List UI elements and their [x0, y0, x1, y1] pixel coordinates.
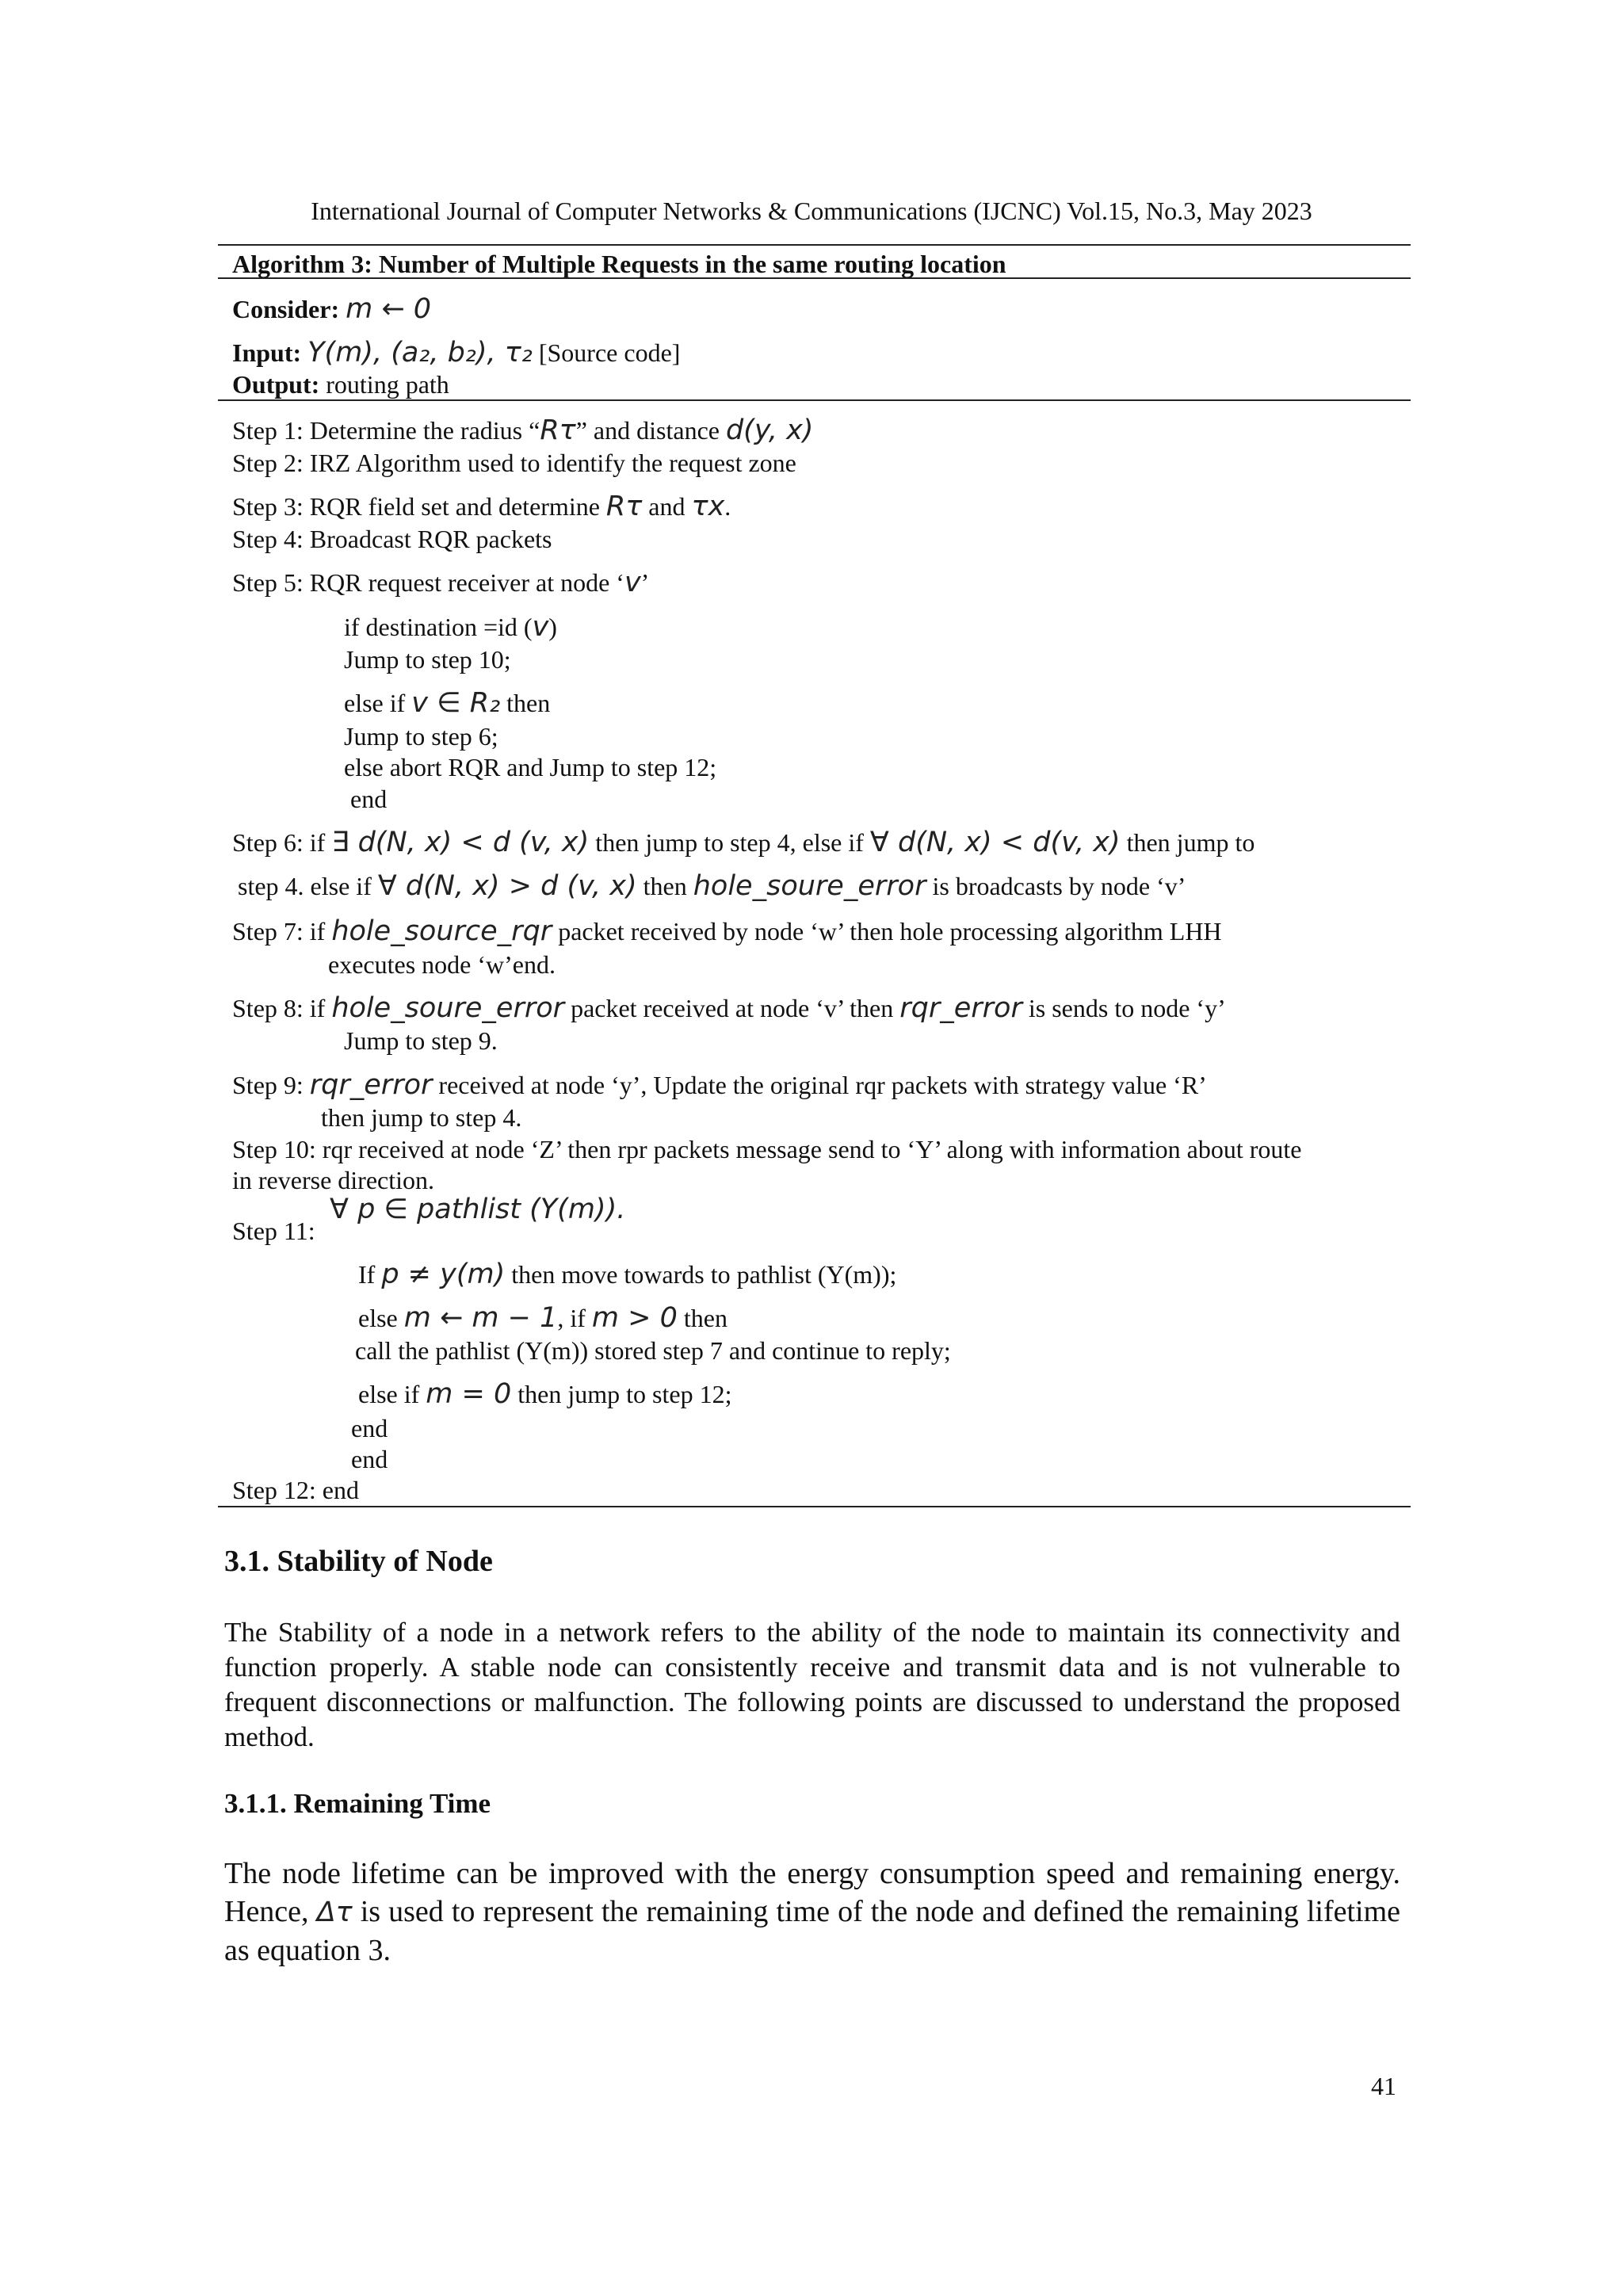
- remaining-time-text-b: is used to represent the remaining time of the node and defined the remaining lifetime as equation 3.: [224, 1895, 1401, 1967]
- output-label: Output:: [232, 370, 320, 399]
- consider-label: Consider:: [232, 295, 340, 323]
- step-6-text-c: then jump to: [1126, 828, 1255, 857]
- step-7-text-b: packet received by node ‘w’ then hole processing algorithm LHH: [558, 917, 1222, 946]
- input-line: [232, 338, 680, 367]
- step-11-else-text-b: , if: [557, 1304, 586, 1332]
- step-11-end-1: end: [351, 1414, 388, 1442]
- step-11-else-if-math: m = 0: [426, 1378, 512, 1410]
- delta-tau-math: Δτ: [316, 1897, 353, 1928]
- step-7: [232, 917, 1222, 946]
- step-9-cont: then jump to step 4.: [321, 1103, 522, 1132]
- step-1-math-d: d(y, x): [725, 415, 814, 446]
- algorithm-top-rule: [218, 244, 1411, 246]
- step-6-math-3: ∀ d(N, x) > d (v, x): [377, 870, 637, 902]
- step-1: [232, 416, 813, 445]
- step-5-jump-6: Jump to step 6;: [344, 722, 498, 751]
- step-11-math: ∀ p ∈ pathlist (Y(m)).: [330, 1194, 626, 1225]
- step-11-else-if: [358, 1380, 731, 1408]
- step-9-math: rqr_error: [309, 1069, 433, 1101]
- step-5-else-if-text-a: else if: [344, 689, 406, 717]
- step-6-text-b: then jump to step 4, else if: [595, 828, 864, 857]
- step-5-jump-10: Jump to step 10;: [344, 645, 511, 674]
- step-11-else: [358, 1304, 727, 1332]
- section-3-1-1-paragraph: [224, 1855, 1400, 1969]
- step-11-else-text-a: else: [358, 1304, 398, 1332]
- step-11: Step 11:: [232, 1217, 315, 1245]
- step-4: Step 4: Broadcast RQR packets: [232, 525, 552, 553]
- step-5-else-if: [344, 689, 550, 717]
- step-5-text-a: Step 5: RQR request receiver at node ‘: [232, 568, 624, 597]
- step-11-if: [358, 1260, 896, 1289]
- step-1-text-a: Step 1: Determine the radius “: [232, 416, 540, 445]
- step-6-math-2: ∀ d(N, x) < d(v, x): [869, 827, 1121, 858]
- step-5: [232, 568, 649, 597]
- step-5-if-text-b: ): [548, 613, 557, 641]
- consider-line: [232, 295, 431, 323]
- step-11-end-2: end: [351, 1445, 388, 1473]
- step-1-text-b: ” and distance: [575, 416, 720, 445]
- step-5-if: [344, 613, 557, 641]
- step-11-if-text-b: then move towards to pathlist (Y(m));: [511, 1260, 897, 1289]
- step-5-if-text-a: if destination =id (: [344, 613, 533, 641]
- step-3-math-r: Rτ: [605, 491, 643, 522]
- step-8-text-b: packet received at node ‘v’ then: [571, 994, 894, 1022]
- step-5-else-if-text-b: then: [506, 689, 551, 717]
- section-3-1-heading: 3.1. Stability of Node: [224, 1545, 493, 1578]
- step-9: [232, 1071, 1207, 1099]
- step-8-math-2: rqr_error: [899, 992, 1022, 1024]
- step-3: [232, 492, 731, 521]
- output-text: routing path: [326, 370, 449, 399]
- step-7-cont: executes node ‘w’end.: [328, 950, 556, 979]
- step-1-math-r: Rτ: [540, 415, 576, 446]
- step-6-math-4: hole_soure_error: [693, 870, 926, 902]
- step-9-text-b: received at node ‘y’, Update the original rqr packets with strategy value ‘R’: [438, 1071, 1207, 1099]
- section-3-1-1-heading: 3.1.1. Remaining Time: [224, 1788, 491, 1819]
- section-3-1-paragraph: The Stability of a node in a network refers to the ability of the node to maintain its connectivity and function properly. A stable node can consistently receive and transmit data and is not vulnerable to frequent disconnections or malfunction. The following points are discussed to understand the proposed method.: [224, 1617, 1400, 1752]
- step-5-if-math-v: v: [532, 611, 549, 643]
- journal-header: International Journal of Computer Networks & Communications (IJCNC) Vol.15, No.3, May 2023: [311, 197, 1312, 225]
- step-6: [232, 828, 1254, 857]
- step-5-else-if-math: v ∈ R₂: [411, 687, 501, 719]
- step-6-text-f: is broadcasts by node ‘v’: [932, 872, 1186, 900]
- step-6-text-d: step 4. else if: [238, 872, 372, 900]
- step-11-else-text-c: then: [683, 1304, 727, 1332]
- algorithm-title: Algorithm 3: Number of Multiple Requests in the same routing location: [232, 250, 1006, 278]
- step-9-text-a: Step 9:: [232, 1071, 304, 1099]
- step-3-math-tau: τx: [691, 491, 725, 522]
- step-6-math-1: ∃ d(N, x) < d (v, x): [331, 827, 590, 858]
- input-math: Y(m), (a₂, b₂), τ₂: [307, 337, 533, 369]
- step-11-else-math-1: m ← m − 1: [403, 1302, 558, 1334]
- algorithm-title-rule: [218, 277, 1411, 279]
- step-10-cont: in reverse direction.: [232, 1166, 434, 1194]
- algorithm-io-rule: [218, 399, 1411, 401]
- step-11-call: call the pathlist (Y(m)) stored step 7 and continue to reply;: [355, 1336, 951, 1365]
- input-label: Input:: [232, 338, 302, 367]
- step-8-math-1: hole_soure_error: [331, 992, 565, 1024]
- step-8-cont: Jump to step 9.: [344, 1026, 498, 1055]
- step-8-text-a: Step 8: if: [232, 994, 326, 1022]
- step-11-else-math-2: m > 0: [591, 1302, 678, 1334]
- step-10: Step 10: rqr received at node ‘Z’ then rpr packets message send to ‘Y’ along with information about route: [232, 1135, 1302, 1163]
- step-6-text-e: then: [643, 872, 687, 900]
- remaining-time-text-a: The node lifetime can be improved with the energy consumption speed and remaining energy. Hence,: [224, 1857, 1400, 1928]
- step-8: [232, 994, 1226, 1022]
- algorithm-bottom-rule: [218, 1506, 1411, 1507]
- step-6-text-a: Step 6: if: [232, 828, 326, 857]
- output-line: [232, 370, 449, 399]
- step-5-else-abort: else abort RQR and Jump to step 12;: [344, 753, 717, 781]
- page-number: 41: [1371, 2072, 1396, 2100]
- input-text: [Source code]: [538, 338, 681, 367]
- step-2: Step 2: IRZ Algorithm used to identify the request zone: [232, 449, 796, 477]
- step-5-end: end: [350, 785, 388, 813]
- step-3-text-b: and: [648, 492, 685, 521]
- step-5-math-v: v: [624, 567, 641, 598]
- step-6-cont: [238, 872, 1186, 900]
- step-3-text-a: Step 3: RQR field set and determine: [232, 492, 600, 521]
- step-11-else-if-text-b: then jump to step 12;: [517, 1380, 732, 1408]
- step-3-text-c: .: [724, 492, 731, 521]
- step-8-text-c: is sends to node ‘y’: [1028, 994, 1226, 1022]
- step-7-math: hole_source_rqr: [331, 915, 552, 947]
- step-5-text-b: ’: [640, 568, 650, 597]
- consider-math: m ← 0: [346, 293, 432, 325]
- step-11-if-text-a: If: [358, 1260, 376, 1289]
- step-11-else-if-text-a: else if: [358, 1380, 420, 1408]
- step-7-text-a: Step 7: if: [232, 917, 326, 946]
- step-11-if-math: p ≠ y(m): [381, 1259, 506, 1290]
- step-12: Step 12: end: [232, 1476, 359, 1504]
